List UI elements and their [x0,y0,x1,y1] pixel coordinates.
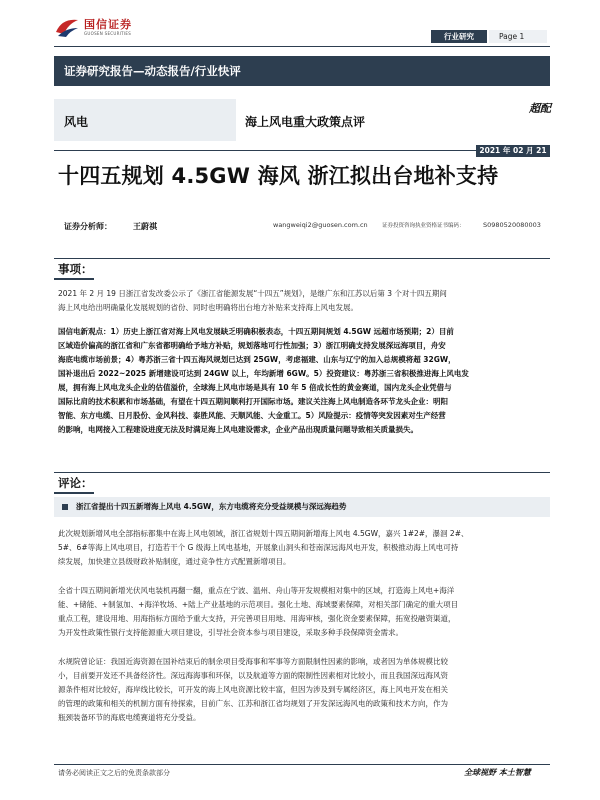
comments-heading: 评论： [58,476,93,490]
analyst-view-paragraph [58,325,548,437]
text-line: 5#、6#等海上风电项目，打造若干个 G 级海上风电基地，开展象山洞头和苍南深远海风电开发，积极推动海上风电可持 [58,543,459,552]
events-underline [54,278,94,280]
industry-label: 风电 [64,115,89,129]
events-divider [54,258,550,259]
report-category-tag: 行业研究 [431,30,487,43]
report-subject: 海上风电重大政策点评 [245,115,366,129]
analyst-cert-number: S0980520080003 [483,221,541,229]
footer-slogan: 全球视野 本土智慧 [464,768,531,777]
report-type-label: 证券研究报告—动态报告/行业快评 [64,64,241,78]
text-line: 国际比肩的技术积累和市场基础，有望在十四五期间顺利打开国际市场。建议关注海上风电制造各环节龙头企业：明阳 [58,397,448,406]
comments-underline [54,492,94,494]
text-line: 海上风电给出明确量化发展规划的省份、同时也明确将出台地方补贴来支持海上风电发展。 [58,303,358,312]
text-line: 的管理的政策和相关的机制方面有待探索，目前广东、江苏和浙江省均规划了开发深远海风电的政策和技术方向，作为 [58,699,448,708]
text-line: 智能、东方电缆、日月股份、金风科技、泰胜风能、天顺风能、大金重工。5）风险提示：疫情等突发因素对生产经营 [58,411,446,420]
analyst-cert-label: 证券投资咨询执业资格证书编码： [382,223,465,229]
text-line: 能、+储能、+制氢加、+海洋牧场、+陆上产业基地的示范项目。强化土地、海域要素保障，对相关部门确定的重大项目 [58,600,459,609]
company-logo [54,14,164,44]
header-divider [54,46,550,47]
text-line: 小，目前要开发还不具备经济性。深远海海事和环保，以及航道等方面的限制性因素相对比较小，而且我国深远海风资 [58,671,448,680]
bullet-square-icon [62,504,68,510]
comment-paragraph-1 [58,527,548,569]
text-line: 国信电新观点：1）历史上浙江省对海上风电发展缺乏明确积极表态，十四五期间规划 4.5GW 远超市场预期；2）目前 [58,327,454,336]
analyst-email: wangweiqi2@guosen.com.cn [273,221,368,229]
text-line: 续发展，加快建立县级财政补贴制度，通过竞争性方式配置新增项目。 [58,557,291,566]
comment-paragraph-2 [58,584,548,640]
text-line: 展，拥有海上风电龙头企业的估值溢价，全球海上风电市场是具有 10 年 5 倍成长性的黄金赛道，国内龙头企业凭借与 [58,383,452,392]
text-line: 全省十四五期间新增光伏风电装机再翻一翻，重点在宁波、温州、舟山等开发规模相对集中的区域，打造海上风电+海洋 [58,586,455,595]
text-line: 瓶颈装备环节的海底电缆赛道将充分受益。 [58,713,201,722]
text-line: 重点工程，建设用地、用海指标方面给予重大支持，开完善项目用地、用海审核，强化资金要素保障，拓宽投融资渠道， [58,614,456,623]
analyst-name: 王蔚祺 [133,222,157,231]
text-line: 的影响，电网接入工程建设进度无法及时满足海上风电建设需求，企业产品出现质量问题导致相关质量损失。 [58,425,418,434]
main-title: 十四五规划 4.5GW 海风 浙江拟出台地补支持 [58,164,499,188]
key-point-heading: 浙江省提出十四五新增海上风电 4.5GW，东方电缆将充分受益规模与深远海趋势 [76,502,347,511]
logo-mark-icon [54,16,80,38]
rating-label: 超配 [529,102,551,115]
logo-name: 国信证券 [84,18,132,31]
events-heading: 事项： [58,262,93,276]
comment-paragraph-3 [58,655,548,725]
text-line: 水规院曾论证：我国近海资源在国补结束后的制余项目受海事和军事等方面限制性因素的影响，或者因为单体规模比较 [58,657,448,666]
footer-divider [54,764,550,765]
text-line: 2021 年 2 月 19 日浙江省发改委公示了《浙江省能源发展“十四五”规划》，是继广东和江苏以后第 3 个对十四五期间 [58,289,447,298]
text-line: 区域造价偏高的浙江省和广东省都明确给予地方补贴，规划落地可行性加强；3）浙江明确支持发展深远海项目，舟安 [58,341,446,350]
analyst-label: 证券分析师： [64,222,112,231]
text-line: 国补退出后 2022~2025 新增建设可达到 24GW 以上，年均新增 6GW。5）投资建议：粤苏浙三省积极推进海上风电发 [58,369,469,378]
report-date: 2021 年 02 月 21 日 [476,145,550,157]
text-line: 为开发性政策性银行支持能源重大项目建设，引导社会资本参与项目建设，采取多种手段保障资金需求。 [58,628,403,637]
text-line: 此次规划新增风电全部指标都集中在海上风电领域，浙江省规划十四五期间新增海上风电 4.5GW，嘉兴 1#2#，瀑洄 2#、 [58,529,469,538]
page-number: Page 1 [489,30,547,43]
text-line: 源条件相对比较好，海岸线比较长，可开发的海上风电资源比较丰富，但因为涉及到专属经济区，海上风电开发在相关 [58,685,448,694]
comments-divider [54,472,550,473]
events-paragraph [58,287,548,315]
text-line: 海底电缆市场前景；4）粤苏浙三省十四五海风规划已达到 25GW，考虑福建、山东与辽宁的加入总规模将超 32GW， [58,355,456,364]
logo-name-en: GUOSEN SECURITIES [84,31,132,36]
disclaimer-note: 请务必阅读正文之后的免责条款部分 [58,769,170,777]
